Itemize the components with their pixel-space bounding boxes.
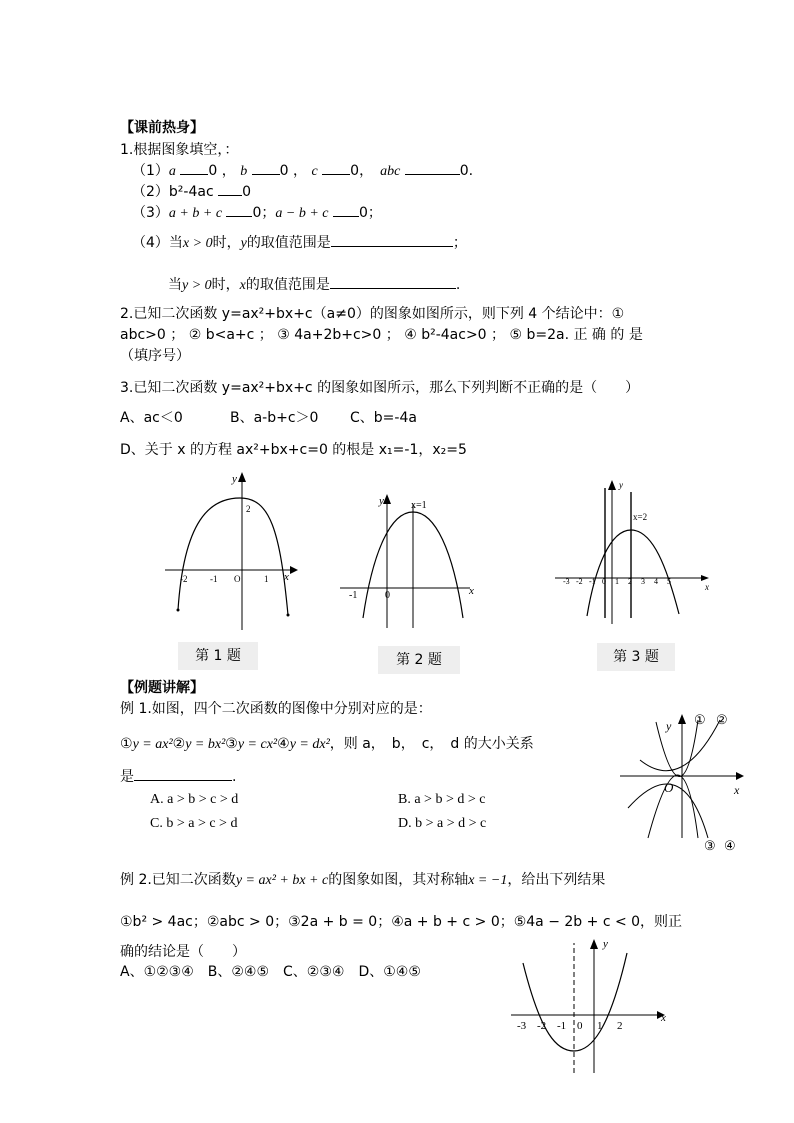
tick-label: 4 [654, 577, 658, 586]
q3-line1: 3.已知二次函数 y=ax²+bx+c 的图象如图所示，那么下列判断不正确的是（ ） [120, 380, 640, 396]
tick-label: -2 [576, 577, 583, 586]
tick-label: 1 [615, 577, 619, 586]
figure-2-graph [335, 490, 485, 630]
x-axis-arrow [290, 566, 298, 574]
tick-x-m1: -1 [210, 574, 218, 584]
label-3: ③ [704, 838, 716, 853]
label-4: ④ [724, 838, 736, 853]
x-label: x [469, 585, 474, 597]
tick-label: 5 [667, 577, 671, 586]
figure-2-caption: 第 2 题 [378, 646, 460, 674]
q3-option-a: A、ac＜0 [120, 410, 183, 426]
example1-option-c: C. b > a > c > d [150, 816, 238, 831]
figure-3-graph [555, 478, 715, 628]
q2-line3: （填序号） [120, 348, 190, 364]
figure-1-graph [160, 470, 300, 630]
example1-option-b: B. a > b > d > c [398, 792, 486, 807]
x-label: x [661, 1012, 666, 1024]
y-label: y [619, 480, 623, 490]
origin-label: O [664, 780, 674, 795]
origin-label: 0 [385, 590, 390, 601]
example1-line3: 是 . [120, 766, 236, 787]
example1-option-d: D. b > a > d > c [398, 816, 487, 831]
y-axis-arrow [238, 472, 246, 482]
q2-line2: abc>0 ； ② b<a+c ； ③ 4a+2b+c>0 ； ④ b²-4ac>0 ； ⑤ b=2a. 正 确 的 是 [120, 327, 643, 343]
tick-y-2: 2 [246, 504, 251, 514]
tick-label: 1 [597, 1020, 603, 1032]
tick-label: -1 [589, 577, 596, 586]
example1-line2: ①y = ax²②y = bx²③y = cx²④y = dx²，则 a， b， c， d 的大小关系 [120, 736, 534, 752]
figure-4-graph [620, 712, 770, 852]
tick-label: 0 [602, 577, 606, 586]
examples-heading: 【例题讲解】 [120, 680, 204, 696]
q3-option-d: D、关于 x 的方程 ax²+bx+c=0 的根是 x₁=-1，x₂=5 [120, 442, 467, 458]
q1-line5: 当y > 0时，x的取值范围是 . [168, 274, 460, 296]
label-1: ① [694, 712, 706, 727]
figure-5-ticks [517, 1020, 623, 1032]
q3-option-b: B、a-b+c＞0 [230, 410, 319, 426]
q1-title: 1.根据图象填空，： [120, 142, 239, 158]
tick-label: 3 [641, 577, 645, 586]
warmup-heading: 【课前热身】 [120, 120, 204, 136]
parabola [587, 530, 679, 616]
x-label: x [734, 783, 740, 797]
example1-line1: 例 1.如图，四个二次函数的图像中分别对应的是： [120, 701, 432, 717]
example2-line2: ①b² > 4ac；②abc > 0；③2a + b = 0；④a + b + c > 0；⑤4a − 2b + c < 0，则正 [120, 914, 683, 930]
curve-1 [656, 720, 698, 777]
figure-1-caption: 第 1 题 [178, 642, 258, 670]
tick-label: 0 [577, 1020, 583, 1032]
x-label: x [705, 582, 709, 592]
tick-label: -2 [537, 1020, 547, 1032]
example1-option-a: A. a > b > c > d [150, 792, 239, 807]
axis-label: x=1 [411, 500, 427, 511]
y-label: y [603, 938, 608, 950]
example2-options: A、①②③④ B、②④⑤ C、②③④ D、①④⑤ [120, 964, 421, 980]
tick-x-m1: -1 [349, 590, 358, 601]
figure-3-ticks [563, 577, 671, 586]
tick-label: 2 [628, 577, 632, 586]
q1-line4: （4）当x > 0时，y的取值范围是 ； [132, 232, 467, 254]
q3-option-c: C、b=-4a [350, 410, 417, 426]
example2-line1: 例 2.已知二次函数y = ax² + bx + c的图象如图，其对称轴x = −1，给出下列结果 [120, 872, 606, 888]
y-label: y [379, 495, 384, 507]
axis-label: x=2 [633, 512, 648, 522]
y-label: y [666, 719, 672, 733]
label-2: ② [716, 712, 728, 727]
q1-line2: （2）b²-4ac 0 [132, 181, 251, 202]
figure-3-caption: 第 3 题 [597, 643, 675, 671]
tick-label: -1 [557, 1020, 567, 1032]
parabola [523, 953, 627, 1051]
q1-line1: （1）a 0 ， b 0 ， c 0， abc 0. [132, 160, 473, 182]
origin-label: O [234, 574, 241, 584]
parabola [178, 498, 288, 615]
tick-label: 2 [617, 1020, 623, 1032]
curve-2 [640, 720, 720, 771]
q1-line3: （3）a + b + c 0；a − b + c 0； [132, 202, 382, 224]
figure-5-graph [505, 935, 675, 1075]
y-axis-arrow [383, 494, 391, 504]
q2-line1: 2.已知二次函数 y=ax²+bx+c（a≠0）的图象如图所示，则下列 4 个结论中：① [120, 306, 625, 322]
tick-x-1: 1 [264, 574, 269, 584]
tick-label: -3 [563, 577, 570, 586]
x-label: x [284, 571, 289, 583]
example2-line3: 确的结论是（ ） [120, 944, 246, 960]
tick-x-m2: -2 [180, 574, 188, 584]
y-label: y [232, 473, 237, 485]
tick-label: -3 [517, 1020, 527, 1032]
